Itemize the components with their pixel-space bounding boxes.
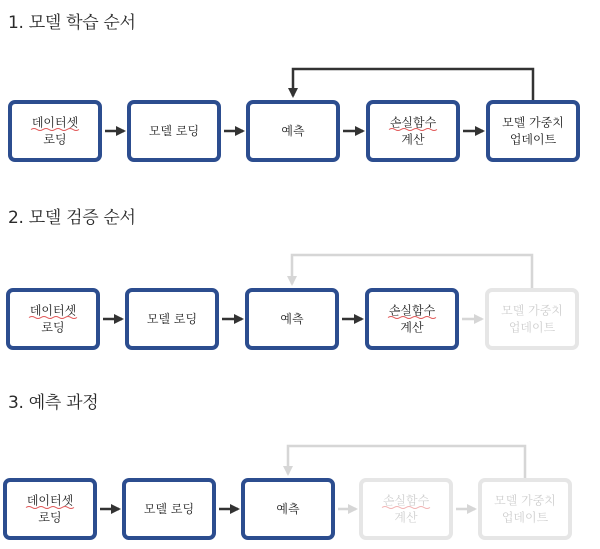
section-3-step-4-box [361, 480, 451, 538]
section-1-step-5-box [488, 102, 578, 160]
section-3-step-1-box [5, 480, 95, 538]
section-1-step-1-box [10, 102, 100, 160]
section-3-step-2-box [124, 480, 214, 538]
section-1-step-1-label-2: 로딩 [43, 132, 67, 147]
section-1-title: 1. 모델 학습 순서 [8, 13, 136, 33]
section-2-step-2-label-1: 모델 로딩 [146, 312, 198, 326]
section-3-title: 3. 예측 과정 [8, 393, 99, 413]
section-2-step-5-label-1: 모델 가중치 [501, 303, 563, 318]
section-3-step-3-box [243, 480, 333, 538]
section-2-step-3-label-1: 예측 [280, 312, 304, 326]
section-2-step-2-box [127, 290, 217, 348]
section-3-feedback-arrow [288, 446, 525, 478]
section-3-step-4-label-1: 손실함수 [382, 493, 430, 508]
section-3-step-2-label-1: 모델 로딩 [143, 502, 195, 516]
section-2-step-1-label-2: 로딩 [41, 320, 65, 335]
section-1-step-5-label-1: 모델 가중치 [502, 115, 564, 130]
section-2-step-4-box [367, 290, 457, 348]
section-1-step-3-box [248, 102, 338, 160]
section-1-feedback-arrow [293, 69, 533, 100]
section-2-feedback-arrow [292, 255, 532, 288]
section-2-step-5-label-2: 업데이트 [508, 320, 556, 335]
section-1-step-5-label-2: 업데이트 [509, 132, 557, 147]
section-2-step-3-box [247, 290, 337, 348]
section-1-step-4-label-1: 손실함수 [389, 115, 437, 130]
section-3-step-1-label-1: 데이터셋 [26, 493, 74, 508]
section-1-step-4-box [368, 102, 458, 160]
section-2-step-4-label-1: 손실함수 [388, 303, 436, 318]
section-3-step-1-label-2: 로딩 [38, 510, 62, 525]
section-1-step-1-label-1: 데이터셋 [31, 115, 79, 130]
section-3-step-5-label-2: 업데이트 [501, 510, 549, 525]
section-3-step-5-box [480, 480, 570, 538]
section-1-step-2-label-1: 모델 로딩 [148, 124, 200, 138]
section-2-step-4-label-2: 계산 [400, 320, 424, 335]
section-3-step-4-label-2: 계산 [394, 510, 418, 525]
section-3-step-5-label-1: 모델 가중치 [494, 493, 556, 508]
section-1-step-3-label-1: 예측 [281, 124, 305, 138]
section-2-step-1-box [8, 290, 98, 348]
section-2-title: 2. 모델 검증 순서 [8, 208, 136, 228]
section-2-step-1-label-1: 데이터셋 [29, 303, 77, 318]
section-2-step-5-box [487, 290, 577, 348]
section-1-step-4-label-2: 계산 [401, 132, 425, 147]
section-3-step-3-label-1: 예측 [276, 502, 300, 516]
section-1-step-2-box [129, 102, 219, 160]
